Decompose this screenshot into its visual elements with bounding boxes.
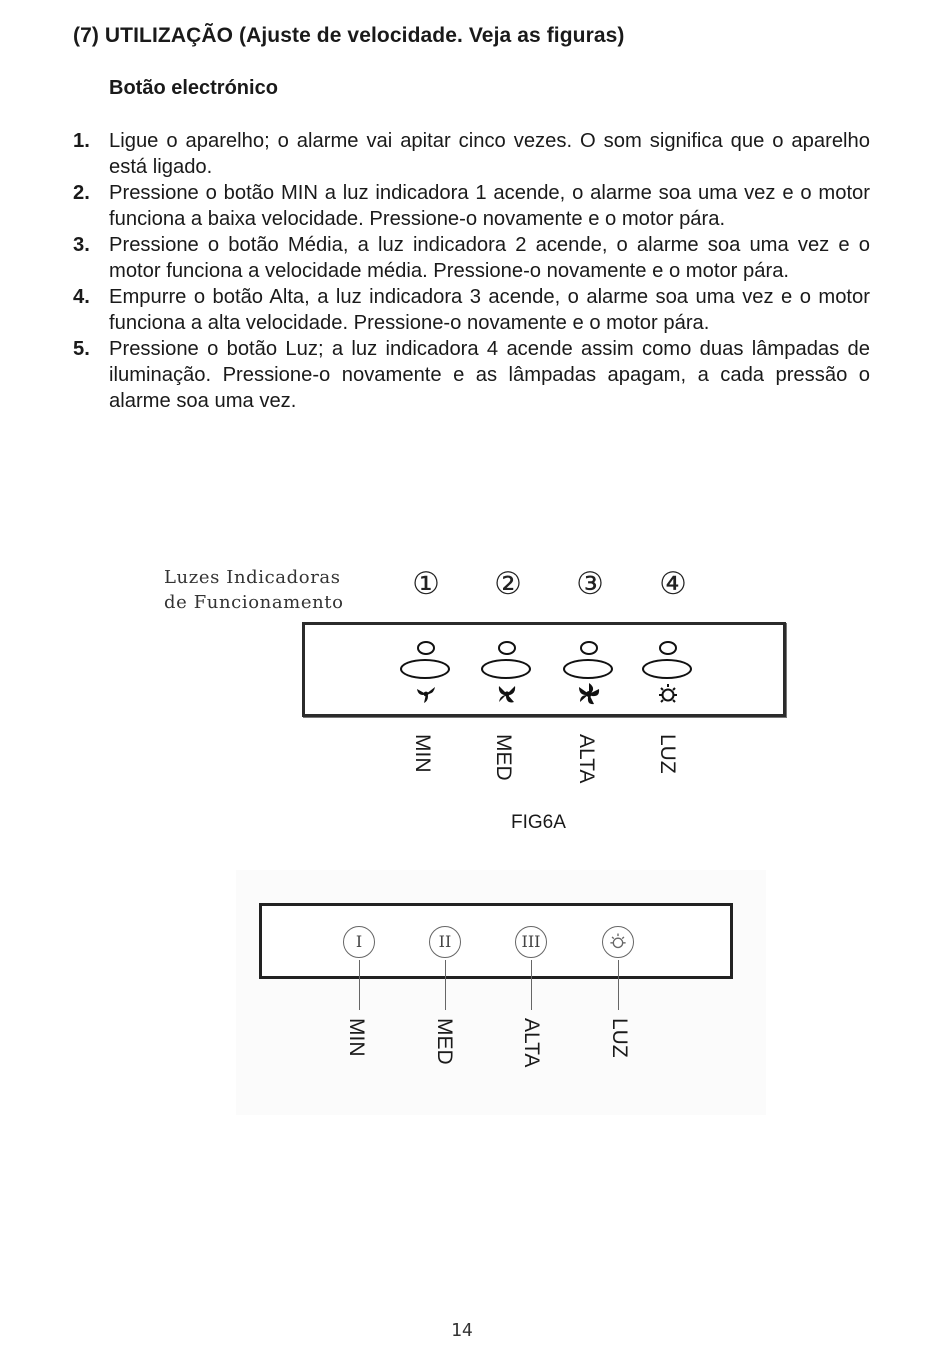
fan-high-icon (576, 681, 602, 707)
list-item (73, 284, 870, 336)
indicator-number: ① (412, 566, 440, 602)
indicator-led (417, 641, 435, 655)
indicator-number: ④ (659, 566, 687, 602)
light-icon (607, 931, 629, 953)
alta-label: ALTA (575, 734, 598, 784)
list-item (73, 232, 870, 284)
luz-button[interactable] (602, 926, 634, 958)
instruction-list (73, 128, 870, 414)
control-panel-a (302, 622, 786, 717)
med-label: MED (433, 1018, 456, 1065)
step-number: 5. (73, 338, 90, 360)
leader-line (445, 960, 446, 1010)
leader-line (531, 960, 532, 1010)
step-text: Empurre o botão Alta, a luz indicadora 3 acende, o alarme soa uma vez e o motor funciona a alta velocidade. Pressione-o novamente e o motor pára. (109, 286, 870, 334)
luz-button[interactable] (642, 659, 692, 679)
section-heading: (7) UTILIZAÇÃO (Ajuste de velocidade. Veja as figuras) (73, 24, 625, 47)
indicator-lights-label: Luzes Indicadoras de Funcionamento (164, 567, 344, 613)
figure-caption: FIG6A (511, 812, 566, 833)
min-label: MIN (345, 1018, 368, 1057)
indicator-led (659, 641, 677, 655)
step-text: Pressione o botão MIN a luz indicadora 1 acende, o alarme soa uma vez e o motor funciona a baixa velocidade. Pressione-o novamente e o motor pára. (109, 182, 870, 230)
step-text: Ligue o aparelho; o alarme vai apitar cinco vezes. O som significa que o aparelho está ligado. (109, 130, 870, 178)
step-text: Pressione o botão Luz; a luz indicadora 4 acende assim como duas lâmpadas de iluminação. Pressione-o novamente e as lâmpadas apagam, a cada pressão o alarme soa uma vez. (109, 338, 870, 412)
step-number: 2. (73, 182, 90, 204)
step-text: Pressione o botão Média, a luz indicadora 2 acende, o alarme soa uma vez e o motor funciona a velocidade média. Pressione-o novamente e o motor pára. (109, 234, 870, 282)
min-button[interactable] (400, 659, 450, 679)
indicator-led (580, 641, 598, 655)
step-number: 3. (73, 234, 90, 256)
list-item (73, 128, 870, 180)
med-button[interactable]: II (429, 926, 461, 958)
alta-button[interactable] (563, 659, 613, 679)
med-button[interactable] (481, 659, 531, 679)
min-label: MIN (411, 734, 434, 773)
min-button[interactable]: I (343, 926, 375, 958)
section-subheading: Botão electrónico (109, 77, 278, 99)
light-icon (655, 681, 681, 707)
list-item (73, 180, 870, 232)
list-item (73, 336, 870, 414)
step-number: 4. (73, 286, 90, 308)
alta-label: ALTA (520, 1018, 543, 1068)
page-number: 14 (451, 1320, 473, 1341)
indicator-number: ③ (576, 566, 604, 602)
leader-line (618, 960, 619, 1010)
luz-label: LUZ (608, 1018, 631, 1058)
med-label: MED (492, 734, 515, 781)
indicator-number: ② (494, 566, 522, 602)
alta-button[interactable]: III (515, 926, 547, 958)
fan-low-icon (413, 681, 439, 707)
indicator-led (498, 641, 516, 655)
leader-line (359, 960, 360, 1010)
fan-medium-icon (494, 681, 520, 707)
luz-label: LUZ (656, 734, 679, 774)
step-number: 1. (73, 130, 90, 152)
control-panel-b (259, 903, 733, 979)
